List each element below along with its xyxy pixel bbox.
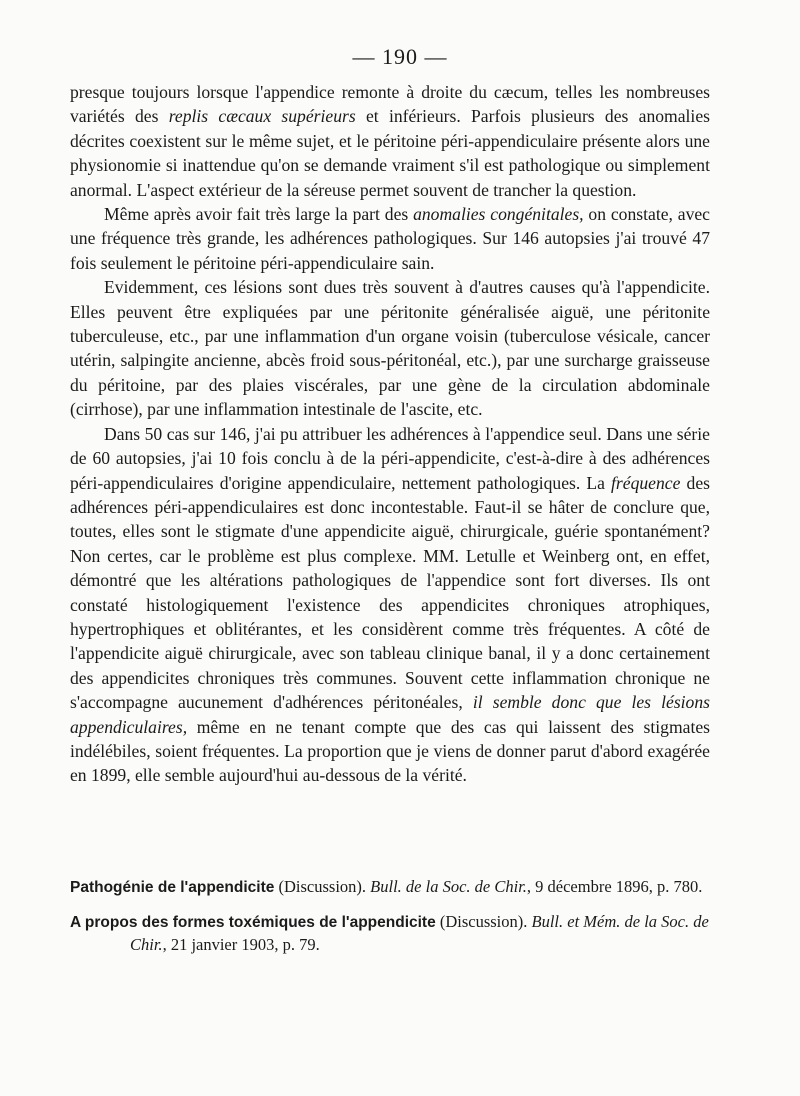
text-run: Même après avoir fait très large la part des [104,204,414,225]
paragraph [70,275,710,421]
text-run: (Discussion). [435,912,532,931]
text-run: des adhérences péri-appendiculaires est donc incontestable. Faut-il se hâter de conclure que, toutes, elles sont le stigmate d'une appendicite aiguë, chirurgicale, guérie spontanément? Non certes, car le problème est plus complexe. MM. Letulle et Weinberg ont, en effet, démontré que les altérations pathologiques de l'appendice sont fort diverses. Ils ont constaté histologiquement l'existence des appendicites chroniques atrophiques, hypertrophiques et oblitérantes, et les considèrent comme très fréquentes. A côté de l'appendicite aiguë chirurgicale, avec son tableau clinique banal, il y a donc certainement des appendicites chroniques très communes. Souvent cette inflammation chronique ne s'accompagne aucunement d'adhérences péritonéales, [70,472,710,713]
body-text [70,80,710,788]
reference-list [70,876,710,968]
reference-title: A propos des formes toxémiques de l'appendicite [70,914,436,931]
italic-text-run: replis cæcaux supérieurs [168,106,356,127]
text-run: on constate, avec une fréquence très grande, les adhérences pathologiques. Sur 146 autopsies j'ai trouvé 47 fois seulement le péritoine péri-appendiculaire sain. [70,204,710,273]
paragraph [70,202,710,275]
italic-text-run: Bull. et Mém. de la Soc. de Chir. [130,912,709,954]
text-run: même en ne tenant compte que des cas qui laissent des stigmates indélébiles, soient fréquentes. La proportion que je viens de donner parut d'abord exagérée en 1899, elle semble aujourd'hui au-dessous de la vérité. [70,716,710,786]
page-number: — 190 — [352,44,448,69]
paragraph [70,422,710,788]
text-run: Dans 50 cas sur 146, j'ai pu attribuer les adhérences à l'appendice seul. Dans une série de 60 autopsies, j'ai 10 fois conclu à de la péri-appendicite, c'est-à-dire à des adhérences péri-appendiculaires d'origine appendiculaire, nettement pathologiques. La [70,423,710,493]
italic-text-run: fréquence [611,472,681,493]
italic-text-run: Bull. de la Soc. de Chir. [370,877,527,896]
text-run: (Discussion). [274,877,371,896]
text-run: , 9 décembre 1896, p. 780. [526,877,703,896]
paragraph [70,80,710,202]
text-run: presque toujours lorsque l'appendice remonte à droite du cæcum, telles les nombreuses variétés des [70,82,710,127]
reference-item [70,911,710,956]
italic-text-run: il semble donc que les lésions appendiculaires, [70,692,710,737]
text-run: et inférieurs. Parfois plusieurs des anomalies décrites coexistent sur le même sujet, et le péritoine péri-appendiculaire présente alors une physionomie si inattendue qu'on se demande vraiment s'il est pathologique ou simplement anormal. L'aspect extérieur de la séreuse permet souvent de trancher la question. [70,106,710,200]
italic-text-run: anomalies congénitales, [413,204,584,225]
reference-title: Pathogénie de l'appendicite [70,879,275,896]
text-run: Evidemment, ces lésions sont dues très souvent à d'autres causes qu'à l'appendicite. Elles peuvent être expliquées par une péritonite généralisée aiguë, une péritonite tuberculeuse, etc., par une inflammation d'un organe voisin (tuberculose vésicale, cancer utérin, salpingite ancienne, abcès froid sous-péritonéal, etc.), par une surcharge graisseuse du péritoine, par des plaies viscérales, par une gène de la circulation abdominale (cirrhose), par une inflammation intestinale de l'ascite, etc. [70,277,710,420]
text-run: , 21 janvier 1903, p. 79. [162,935,320,954]
reference-item [70,876,710,899]
